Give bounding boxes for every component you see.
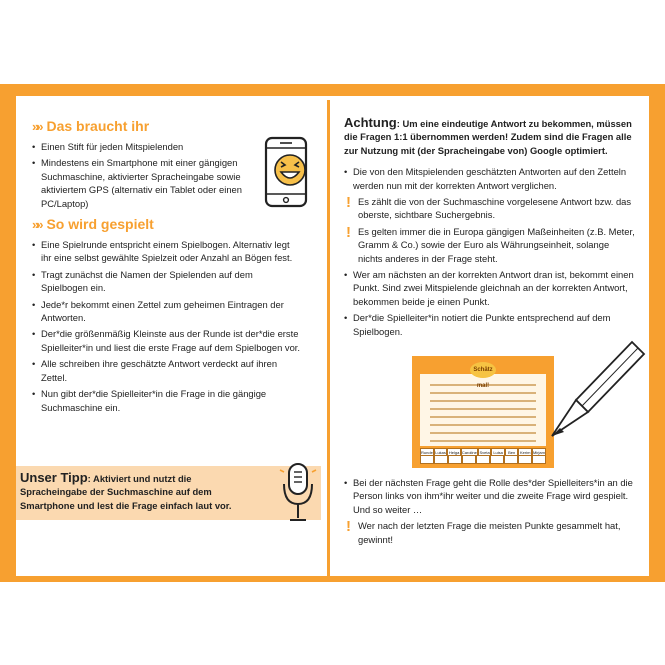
achtung-text: : Um eine eindeutige Antwort zu bekommen, müssen die Fragen 1:1 übernommen werden! Zudem sind die Fragen alle zur Nutzung mit (der Spracheingabe von) Google optimiert. <box>344 118 632 156</box>
warning-note: ! Wer nach der letzten Frage die meisten Punkte gesammelt hat, gewinnt! <box>346 518 621 545</box>
section-title: Das braucht ihr <box>46 118 150 134</box>
tip-title: Unser Tipp <box>20 470 88 485</box>
section-title: So wird gespielt <box>46 216 154 233</box>
list-item: • Mindestens ein Smartphone mit einer gängigen Suchmaschine, aktivierter Spracheingabe sowie aktiviertem GPS (alternativ ein Tablet oder einen PC/Laptop) <box>32 156 247 210</box>
chevron-icon: »» <box>32 216 41 232</box>
points-row <box>420 455 546 464</box>
list-item: • Nun gibt der*die Spielleiter*in die Frage in die gängige Suchmaschine ein. <box>32 387 300 414</box>
howto-list <box>32 238 300 414</box>
achtung-note <box>344 116 636 157</box>
rules-list-1 <box>344 165 636 192</box>
game-logo: Schätz mal! <box>470 362 496 378</box>
list-item: • Der*die Spielleiter*in notiert die Punkte entsprechend auf dem Spielbogen. <box>344 311 636 338</box>
section-heading-howto <box>32 216 322 232</box>
list-item: • Wer am nächsten an der korrekten Antwort dran ist, bekommt einen Punkt. Sind zwei Mitspielende gleichnah an der korrekten Antwort, bekommen beide je einen Punkt. <box>344 268 636 308</box>
achtung-title: Achtung <box>344 115 397 130</box>
rules-list-3 <box>344 476 634 516</box>
list-item: • Tragt zunächst die Namen der Spielenden auf dem Spielbogen ein. <box>32 268 300 295</box>
section-heading-needs <box>32 118 322 134</box>
microphone-icon <box>278 460 318 526</box>
smartphone-laughing-icon <box>262 134 314 210</box>
needs-list <box>32 140 247 210</box>
right-column-bottom <box>344 476 634 549</box>
list-item: • Alle schreiben ihre geschätzte Antwort verdeckt auf ihren Zettel. <box>32 357 300 384</box>
pencil-icon <box>546 336 648 444</box>
warning-note: ! Es zählt die von der Suchmaschine vorgelesene Antwort bzw. das oberste, sichtbare Suchergebnis. <box>346 194 632 221</box>
list-item: • Die von den Mitspielenden geschätzten Antworten auf den Zetteln werden nun mit der korrekten Antwort verglichen. <box>344 165 636 192</box>
list-item: • Der*die größenmäßig Kleinste aus der Runde ist der*die erste Spielleiter*in und liest die erste Frage auf dem Spielbogen vor. <box>32 327 300 354</box>
rules-list-2 <box>344 268 636 338</box>
right-column <box>344 116 636 341</box>
list-item: • Einen Stift für jeden Mitspielenden <box>32 140 247 153</box>
warning-note: ! Es gelten immer die in Europa gängigen Maßeinheiten (z.B. Meter, Gramm & Co.) sowie der Euro als Währungseinheit, solange nichts anderes in der Frage steht. <box>346 223 635 264</box>
list-item: • Jede*r bekommt einen Zettel zum geheimen Eintragen der Antworten. <box>32 298 300 325</box>
list-item: • Eine Spielrunde entspricht einem Spielbogen. Alternativ legt ihr eine selbst gewählte Spielzeit oder Anzahl an Bögen fest. <box>32 238 300 265</box>
tip-body: : Aktiviert und nutzt die Spracheingabe der Suchmaschine auf dem Smartphone und lest die Frage einfach laut vor. <box>20 473 232 511</box>
exclamation-icon: ! <box>346 223 351 241</box>
tip-text <box>20 471 260 512</box>
score-sheet-illustration <box>412 356 554 468</box>
exclamation-icon: ! <box>346 518 351 536</box>
chevron-icon: »» <box>32 118 41 134</box>
list-item: • Bei der nächsten Frage geht die Rolle des*der Spielleiters*in an die Person links von ihm*ihr weiter und die zweite Frage wird gespielt. Und so weiter … <box>344 476 634 516</box>
exclamation-icon: ! <box>346 194 351 212</box>
column-divider <box>327 100 330 578</box>
player-names-row: Runde Lukas Helga Caroline Sveta Luisa Ben Kerim Mirjam <box>421 450 545 455</box>
